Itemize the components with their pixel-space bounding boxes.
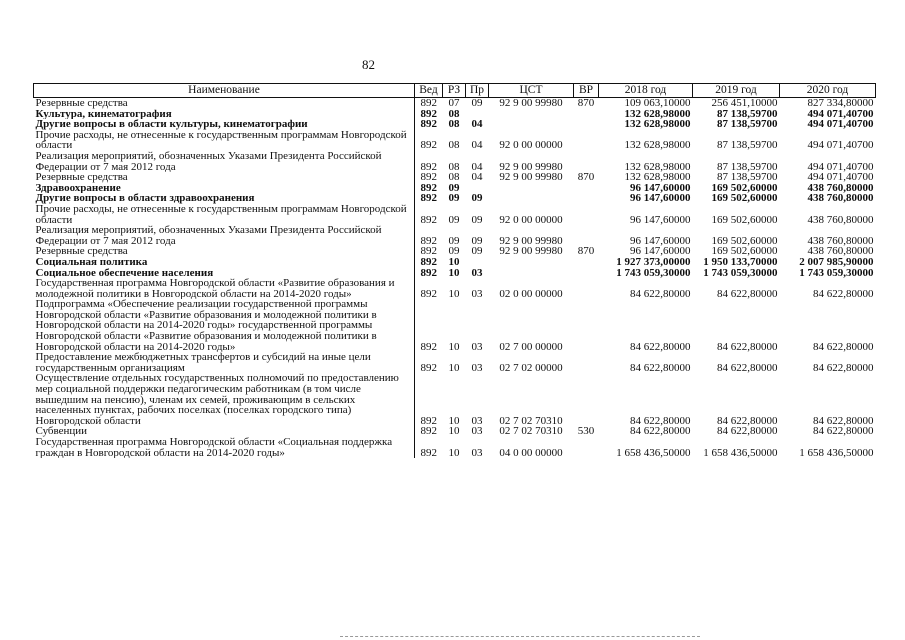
header-2019: 2019 год xyxy=(693,84,780,98)
cell-rz: 09 xyxy=(448,193,460,204)
cell-cst xyxy=(489,119,574,130)
table-row xyxy=(34,246,876,257)
cell-2018: 132 628,98000 xyxy=(624,172,691,183)
table-row xyxy=(34,257,876,268)
cell-rz: 09 xyxy=(448,246,460,257)
cell-name: Другие вопросы в области здравоохранения xyxy=(34,193,415,204)
cell-2019: 256 451,10000 xyxy=(711,97,778,109)
cell-2020: 84 622,80000 xyxy=(813,426,874,437)
cell-rz: 08 xyxy=(448,172,460,183)
table-row xyxy=(34,426,876,437)
cell-pr xyxy=(466,183,489,194)
table-row xyxy=(34,98,876,109)
cell-cst: 02 7 02 70310 xyxy=(499,426,563,437)
cell-pr: 09 xyxy=(471,97,483,109)
cell-rz: 07 xyxy=(448,97,460,109)
cell-name: Реализация мероприятий, обозначенных Указами Президента Российской Федерации от 7 мая 2012 года xyxy=(34,225,415,246)
cell-name: Осуществление отдельных государственных полномочий по предоставлению мер социальной поддержки педагогическим работникам (в том числе вышедшим на пенсию), членам их семей, проживающим в сельских населенных пунктах, рабочих поселках (поселках городского типа) Новгородской области xyxy=(34,373,415,426)
cell-2018: 132 628,98000 xyxy=(624,139,691,151)
table-row xyxy=(34,225,876,246)
cell-rz: 08 xyxy=(448,108,460,120)
cell-ved: 892 xyxy=(420,213,437,226)
table-row xyxy=(34,278,876,299)
table-row xyxy=(34,437,876,458)
budget-table xyxy=(33,83,876,458)
cell-name: Социальная политика xyxy=(34,257,415,268)
cell-vr xyxy=(574,257,599,268)
cell-name: Государственная программа Новгородской области «Развитие образования и молодежной политики в Новгородской области на 2014-2020 годы» xyxy=(34,278,415,299)
cell-2019: 169 502,60000 xyxy=(711,246,778,257)
cell-2020: 438 760,80000 xyxy=(807,182,874,194)
cell-vr: 870 xyxy=(577,172,595,183)
cell-2018: 84 622,80000 xyxy=(630,340,691,353)
cell-ved: 892 xyxy=(420,267,437,279)
cell-rz: 10 xyxy=(448,446,460,459)
cell-2019: 84 622,80000 xyxy=(717,361,778,374)
cell-ved: 892 xyxy=(420,97,437,109)
cell-pr: 04 xyxy=(471,139,483,151)
cell-2020: 438 760,80000 xyxy=(807,234,874,247)
cell-name: Резервные средства xyxy=(34,98,415,109)
cell-ved: 892 xyxy=(420,139,437,151)
cell-ved: 892 xyxy=(420,414,437,427)
cell-2019: 84 622,80000 xyxy=(717,340,778,353)
cell-vr xyxy=(574,109,599,120)
table-body xyxy=(34,98,876,459)
cell-cst: 04 0 00 00000 xyxy=(499,446,563,459)
cell-2019: 87 138,59700 xyxy=(717,172,778,183)
cell-pr: 03 xyxy=(471,446,483,459)
cell-rz: 09 xyxy=(448,213,460,226)
cell-name: Субвенции xyxy=(34,426,415,437)
cell-2020: 84 622,80000 xyxy=(813,340,874,353)
cell-name: Подпрограмма «Обеспечение реализации государственной программы Новгородской области «Развитие образования и молодежной политики в Новгородской области на 2014-2020 годы» государственной программы Новгородской области «Развитие образования и молодежной политики в Новгородской области на 2014-2020 годы» xyxy=(34,299,415,352)
cell-pr: 04 xyxy=(471,160,483,173)
cell-rz: 10 xyxy=(448,267,460,279)
cell-cst: 92 9 00 99980 xyxy=(499,246,563,257)
cell-rz: 08 xyxy=(448,160,460,173)
header-2018: 2018 год xyxy=(599,84,693,98)
cell-rz: 10 xyxy=(448,414,460,427)
cell-2018: 96 147,60000 xyxy=(630,193,691,204)
cell-vr xyxy=(574,119,599,130)
cell-pr: 04 xyxy=(471,119,483,130)
cell-2020: 494 071,40700 xyxy=(807,119,874,130)
cell-2018: 96 147,60000 xyxy=(630,213,691,226)
cell-rz: 10 xyxy=(448,256,460,268)
table-row xyxy=(34,151,876,172)
cell-vr xyxy=(574,204,599,225)
cell-pr: 03 xyxy=(471,361,483,374)
table-row xyxy=(34,193,876,204)
cell-ved: 892 xyxy=(420,256,437,268)
cell-cst: 92 0 00 00000 xyxy=(499,139,563,151)
cell-2018: 109 063,10000 xyxy=(624,97,691,109)
cell-2019: 84 622,80000 xyxy=(717,287,778,300)
cell-cst xyxy=(489,193,574,204)
cell-ved: 892 xyxy=(420,426,437,437)
cell-vr xyxy=(574,151,599,172)
cell-name: Социальное обеспечение населения xyxy=(34,268,415,279)
cell-pr: 09 xyxy=(471,193,483,204)
cell-pr: 03 xyxy=(471,340,483,353)
header-rz: РЗ xyxy=(443,84,466,98)
cell-2020: 2 007 985,90000 xyxy=(799,256,874,268)
cell-2019: 87 138,59700 xyxy=(717,139,778,151)
cell-2018: 96 147,60000 xyxy=(630,246,691,257)
cell-cst: 92 9 00 99980 xyxy=(499,160,563,173)
cell-ved: 892 xyxy=(420,234,437,247)
cell-2020: 494 071,40700 xyxy=(807,172,874,183)
cell-2020: 438 760,80000 xyxy=(807,193,874,204)
cell-2018: 1 743 059,30000 xyxy=(616,267,691,279)
cell-2019: 1 658 436,50000 xyxy=(703,446,778,459)
cell-pr xyxy=(466,109,489,120)
cell-2020: 84 622,80000 xyxy=(813,361,874,374)
table-row xyxy=(34,119,876,130)
cell-2019: 84 622,80000 xyxy=(717,414,778,427)
cell-cst xyxy=(489,183,574,194)
cell-ved: 892 xyxy=(420,361,437,374)
cell-pr: 03 xyxy=(471,287,483,300)
cell-2019: 87 138,59700 xyxy=(717,119,778,130)
cell-vr: 870 xyxy=(577,97,595,109)
cell-pr: 09 xyxy=(471,213,483,226)
cell-name: Другие вопросы в области культуры, кинематографии xyxy=(34,119,415,130)
cell-2018: 84 622,80000 xyxy=(630,414,691,427)
cell-2018: 1 658 436,50000 xyxy=(616,446,691,459)
cell-vr xyxy=(574,183,599,194)
cell-pr: 03 xyxy=(471,414,483,427)
cell-cst: 02 0 00 00000 xyxy=(499,287,563,300)
cell-ved: 892 xyxy=(420,340,437,353)
cell-pr xyxy=(466,257,489,268)
cell-rz: 10 xyxy=(448,361,460,374)
table-row xyxy=(34,183,876,194)
cell-vr xyxy=(574,352,599,373)
cell-rz: 09 xyxy=(448,234,460,247)
cell-cst: 02 7 02 70310 xyxy=(499,414,563,427)
cell-rz: 10 xyxy=(448,426,460,437)
cell-vr xyxy=(574,130,599,151)
cell-2018: 84 622,80000 xyxy=(630,287,691,300)
cell-2019: 169 502,60000 xyxy=(711,234,778,247)
cell-rz: 08 xyxy=(448,139,460,151)
table-row xyxy=(34,268,876,279)
cell-2018: 96 147,60000 xyxy=(630,234,691,247)
cell-vr xyxy=(574,193,599,204)
table-row xyxy=(34,130,876,151)
cell-vr xyxy=(574,373,599,426)
cell-ved: 892 xyxy=(420,172,437,183)
cell-cst xyxy=(489,257,574,268)
cell-ved: 892 xyxy=(420,446,437,459)
table-row xyxy=(34,373,876,426)
cell-name: Культура, кинематография xyxy=(34,109,415,120)
cell-ved: 892 xyxy=(420,160,437,173)
cell-2020: 494 071,40700 xyxy=(807,108,874,120)
table-header-row xyxy=(34,84,876,98)
cell-cst: 92 9 00 99980 xyxy=(499,234,563,247)
cell-2020: 438 760,80000 xyxy=(807,246,874,257)
cell-2019: 1 743 059,30000 xyxy=(703,267,778,279)
cell-cst xyxy=(489,109,574,120)
cell-name: Реализация мероприятий, обозначенных Указами Президента Российской Федерации от 7 мая 2012 года xyxy=(34,151,415,172)
cell-cst: 92 0 00 00000 xyxy=(499,213,563,226)
table-row xyxy=(34,204,876,225)
cell-pr: 03 xyxy=(471,426,483,437)
header-pr: Пр xyxy=(466,84,489,98)
cell-name: Прочие расходы, не отнесенные к государственным программам Новгородской области xyxy=(34,204,415,225)
footer-divider xyxy=(340,636,700,637)
cell-2019: 87 138,59700 xyxy=(717,160,778,173)
cell-2020: 827 334,80000 xyxy=(807,97,874,109)
header-vr: ВР xyxy=(574,84,599,98)
cell-cst xyxy=(489,268,574,279)
cell-vr xyxy=(574,225,599,246)
cell-rz: 10 xyxy=(448,287,460,300)
cell-2020: 84 622,80000 xyxy=(813,414,874,427)
cell-cst: 02 7 02 00000 xyxy=(499,361,563,374)
cell-2020: 494 071,40700 xyxy=(807,160,874,173)
cell-2018: 132 628,98000 xyxy=(624,160,691,173)
cell-name: Государственная программа Новгородской области «Социальная поддержка граждан в Новгородской области на 2014-2020 годы» xyxy=(34,437,415,458)
cell-rz: 10 xyxy=(448,340,460,353)
cell-ved: 892 xyxy=(420,108,437,120)
cell-2019: 169 502,60000 xyxy=(711,213,778,226)
cell-vr: 870 xyxy=(577,246,595,257)
cell-vr xyxy=(574,278,599,299)
table-row xyxy=(34,172,876,183)
cell-vr xyxy=(574,299,599,352)
cell-2018: 132 628,98000 xyxy=(624,119,691,130)
cell-name: Прочие расходы, не отнесенные к государственным программам Новгородской области xyxy=(34,130,415,151)
table-row xyxy=(34,109,876,120)
cell-2020: 84 622,80000 xyxy=(813,287,874,300)
cell-2020: 494 071,40700 xyxy=(807,139,874,151)
cell-vr xyxy=(574,437,599,458)
cell-rz: 09 xyxy=(448,182,460,194)
table-row xyxy=(34,352,876,373)
cell-2018: 1 927 373,00000 xyxy=(616,256,691,268)
cell-ved: 892 xyxy=(420,119,437,130)
cell-ved: 892 xyxy=(420,287,437,300)
cell-2019: 169 502,60000 xyxy=(711,182,778,194)
cell-name: Предоставление межбюджетных трансфертов и субсидий на иные цели государственным организациям xyxy=(34,352,415,373)
cell-name: Здравоохранение xyxy=(34,183,415,194)
cell-ved: 892 xyxy=(420,193,437,204)
cell-vr xyxy=(574,268,599,279)
cell-2018: 84 622,80000 xyxy=(630,361,691,374)
cell-rz: 08 xyxy=(448,119,460,130)
cell-cst: 02 7 00 00000 xyxy=(499,340,563,353)
cell-pr: 09 xyxy=(471,234,483,247)
cell-name: Резервные средства xyxy=(34,172,415,183)
cell-ved: 892 xyxy=(420,246,437,257)
table-row xyxy=(34,299,876,352)
cell-cst: 92 9 00 99980 xyxy=(499,97,563,109)
header-ved: Вед xyxy=(415,84,443,98)
cell-2020: 438 760,80000 xyxy=(807,213,874,226)
cell-2019: 84 622,80000 xyxy=(717,426,778,437)
cell-name: Резервные средства xyxy=(34,246,415,257)
page-number: 82 xyxy=(362,57,375,72)
header-cst: ЦСТ xyxy=(489,84,574,98)
cell-cst: 92 9 00 99980 xyxy=(499,172,563,183)
cell-pr: 09 xyxy=(471,246,483,257)
cell-ved: 892 xyxy=(420,182,437,194)
cell-pr: 04 xyxy=(471,172,483,183)
cell-2019: 1 950 133,70000 xyxy=(703,256,778,268)
cell-2019: 169 502,60000 xyxy=(711,193,778,204)
header-name: Наименование xyxy=(34,84,415,98)
cell-vr: 530 xyxy=(577,426,595,437)
cell-2018: 96 147,60000 xyxy=(630,182,691,194)
cell-2020: 1 743 059,30000 xyxy=(799,267,874,279)
cell-2020: 1 658 436,50000 xyxy=(799,446,874,459)
cell-pr: 03 xyxy=(471,267,483,279)
cell-2018: 84 622,80000 xyxy=(630,426,691,437)
header-2020: 2020 год xyxy=(780,84,876,98)
cell-2018: 132 628,98000 xyxy=(624,108,691,120)
cell-2019: 87 138,59700 xyxy=(717,108,778,120)
